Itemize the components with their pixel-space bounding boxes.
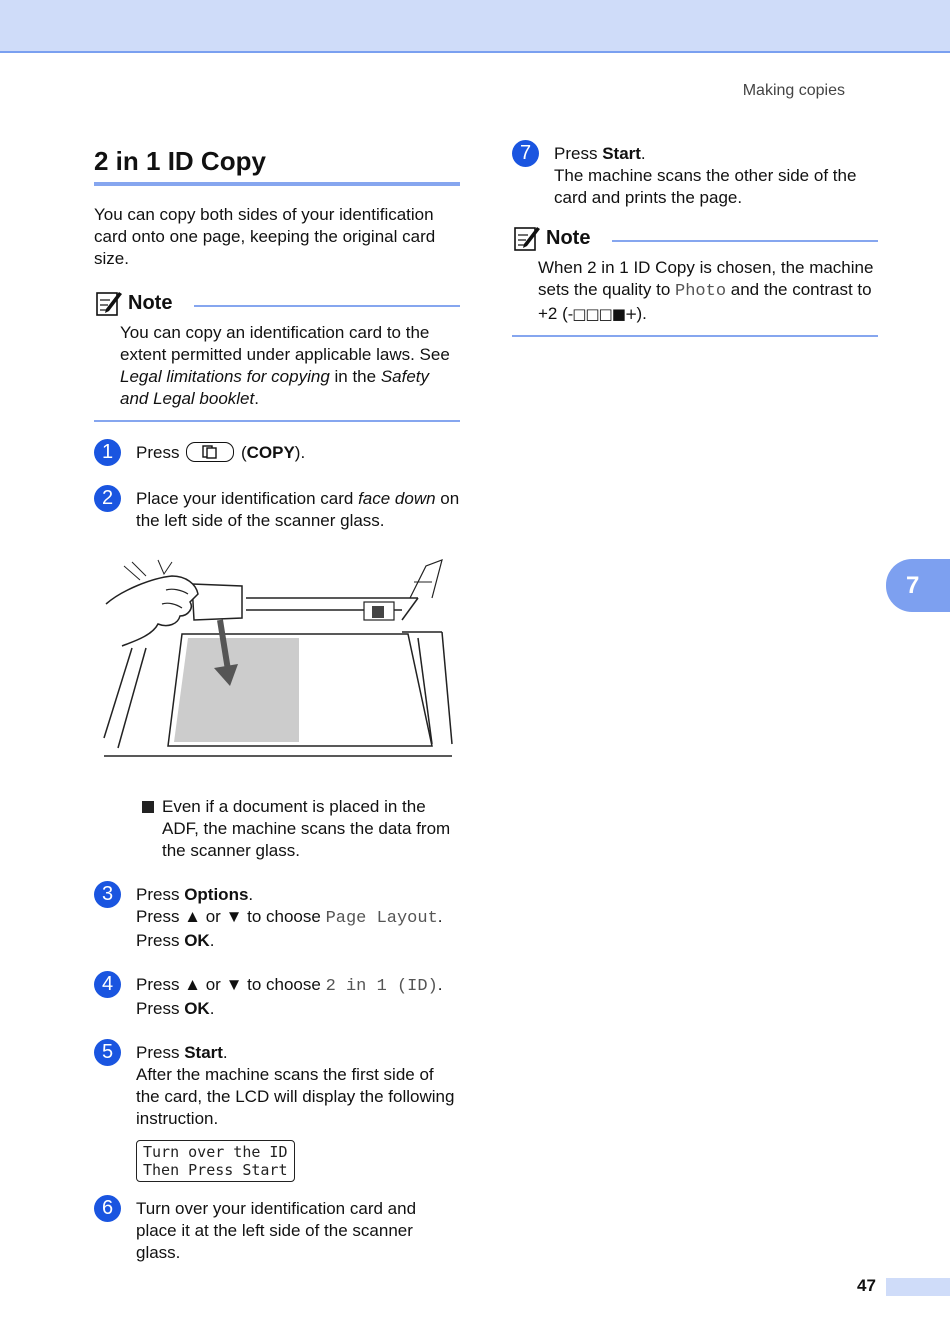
note-pencil-icon xyxy=(512,223,542,253)
note-rule xyxy=(194,305,460,307)
step-number: 7 xyxy=(512,140,539,167)
note-box-2 xyxy=(512,223,878,337)
copy-key-icon xyxy=(186,442,234,462)
note-end-rule xyxy=(94,420,460,422)
footer-band xyxy=(886,1278,950,1296)
step-number: 6 xyxy=(94,1195,121,1222)
section-title: 2 in 1 ID Copy xyxy=(94,144,460,186)
note-text: You can copy an identification card to the extent permitted under applicable laws. See Legal limitations for copying in the Safety and Legal booklet. xyxy=(120,323,450,408)
left-column xyxy=(94,144,460,1264)
note-end-rule xyxy=(512,335,878,337)
step-number: 4 xyxy=(94,971,121,998)
step-3: 3 Press Options. Press ▲ or ▼ to choose Page Layout. Press OK. xyxy=(94,884,460,952)
right-column xyxy=(512,143,878,337)
note-text: When 2 in 1 ID Copy is chosen, the machine sets the quality to Photo and the contrast to +2 (-□□□■+). xyxy=(538,258,874,323)
step-6: 6 Turn over your identification card and place it at the left side of the scanner glass. xyxy=(94,1198,460,1264)
step-number: 3 xyxy=(94,881,121,908)
step-1: 1 Press (COPY). xyxy=(94,442,460,466)
note-pencil-icon xyxy=(94,288,124,318)
chapter-tab: 7 xyxy=(886,559,950,612)
step-number: 1 xyxy=(94,439,121,466)
bullet-item: Even if a document is placed in the ADF, the machine scans the data from the scanner glass. xyxy=(142,796,460,862)
note-rule xyxy=(612,240,878,242)
contrast-gauge: -□□□■+ xyxy=(567,305,637,323)
note-title: Note xyxy=(128,292,173,314)
step-2: 2 Place your identification card face down on the left side of the scanner glass. xyxy=(94,488,460,532)
step-5: 5 Press Start. After the machine scans the first side of the card, the LCD will display the following instruction. Turn over the ID Then Press Start xyxy=(94,1042,460,1182)
step-number: 2 xyxy=(94,485,121,512)
step-4: 4 Press ▲ or ▼ to choose 2 in 1 (ID). Press OK. xyxy=(94,974,460,1020)
section-intro: You can copy both sides of your identification card onto one page, keeping the original card size. xyxy=(94,205,436,268)
scanner-glass-illustration xyxy=(102,558,460,770)
bullet-square-icon xyxy=(142,801,154,813)
note-title: Note xyxy=(546,227,591,249)
step-7: 7 Press Start. The machine scans the other side of the card and prints the page. xyxy=(512,143,878,209)
header-band xyxy=(0,0,950,53)
step-number: 5 xyxy=(94,1039,121,1066)
lcd-display: Turn over the ID Then Press Start xyxy=(136,1140,295,1182)
page-number: 47 xyxy=(857,1276,876,1295)
running-head: Making copies xyxy=(742,82,845,99)
note-box xyxy=(94,288,460,422)
